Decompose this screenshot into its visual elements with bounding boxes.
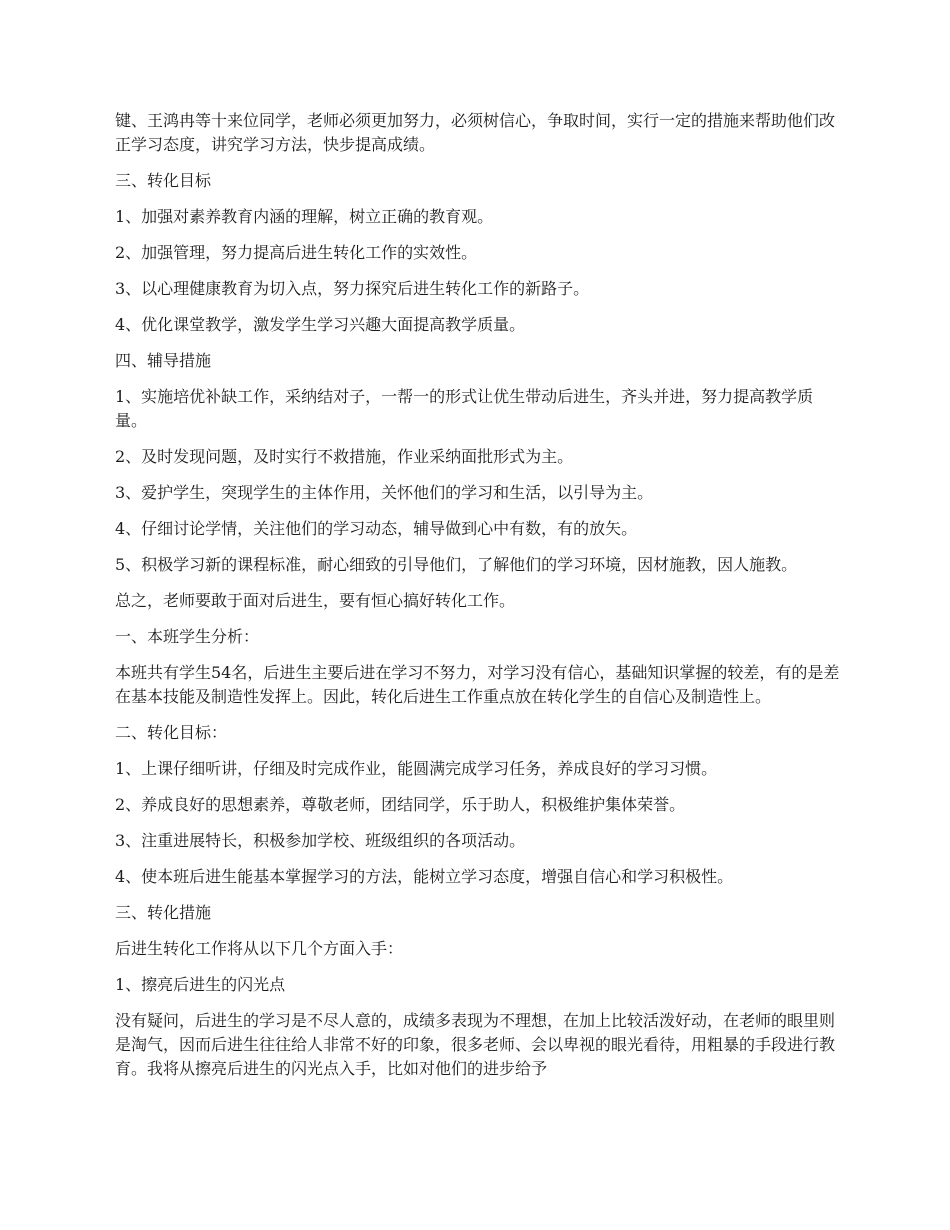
measures-paragraph-1: 没有疑问，后进生的学习是不尽人意的，成绩多表现为不理想，在加上比较活泼好动，在老师的眼里则是淘气，因而后进生往往给人非常不好的印象，很多老师、会以卑视的眼光看待，用粗暴的手段进行教育。我将从擦亮后进生的闪光点入手，比如对他们的进步给予	[115, 1011, 836, 1078]
goal2-item-3: 3、注重进展特长，积极参加学校、班级组织的各项活动。	[115, 831, 526, 850]
goal-item-2: 2、加强管理，努力提高后进生转化工作的实效性。	[115, 243, 478, 262]
measures-subheading-1: 1、擦亮后进生的闪光点	[115, 975, 286, 994]
section-heading-class-analysis: 一、本班学生分析：	[115, 627, 260, 646]
section-heading-transform-goals: 三、转化目标	[115, 171, 212, 190]
summary-paragraph: 总之，老师要敢于面对后进生，要有恒心搞好转化工作。	[115, 591, 516, 610]
goal2-item-2: 2、养成良好的思想素养，尊敬老师，团结同学，乐于助人，积极维护集体荣誉。	[115, 795, 686, 814]
section-heading-transform-measures: 三、转化措施	[115, 903, 212, 922]
class-analysis-paragraph: 本班共有学生54名，后进生主要后进在学习不努力，对学习没有信心，基础知识掌握的较差，有的是差在基本技能及制造性发挥上。因此，转化后进生工作重点放在转化学生的自信心及制造性上。	[115, 663, 840, 706]
goal-item-3: 3、以心理健康教育为切入点，努力探究后进生转化工作的新路子。	[115, 279, 590, 298]
document-body	[115, 109, 840, 1093]
section-heading-transform-goals-2: 二、转化目标：	[115, 723, 228, 742]
measure-item-1: 1、实施培优补缺工作，采纳结对子，一帮一的形式让优生带动后进生，齐头并进，努力提高教学质量。	[115, 387, 814, 430]
measure-item-4: 4、仔细讨论学情，关注他们的学习动态，辅导做到心中有数，有的放矢。	[115, 519, 638, 538]
section-heading-tutoring-measures: 四、辅导措施	[115, 351, 212, 370]
measure-item-3: 3、爱护学生，突现学生的主体作用，关怀他们的学习和生活，以引导为主。	[115, 483, 654, 502]
measures-intro: 后进生转化工作将从以下几个方面入手：	[115, 939, 404, 958]
measure-item-5: 5、积极学习新的课程标准，耐心细致的引导他们，了解他们的学习环境，因材施教，因人施教。	[115, 555, 798, 574]
goal-item-4: 4、优化课堂教学，激发学生学习兴趣大面提高教学质量。	[115, 315, 526, 334]
goal2-item-1: 1、上课仔细听讲，仔细及时完成作业，能圆满完成学习任务，养成良好的学习习惯。	[115, 759, 718, 778]
goal-item-1: 1、加强对素养教育内涵的理解，树立正确的教育观。	[115, 207, 494, 226]
paragraph-continuation: 键、王鸿冉等十来位同学，老师必须更加努力，必须树信心，争取时间，实行一定的措施来帮助他们改正学习态度，讲究学习方法，快步提高成绩。	[115, 111, 836, 154]
goal2-item-4: 4、使本班后进生能基本掌握学习的方法，能树立学习态度，增强自信心和学习积极性。	[115, 867, 734, 886]
measure-item-2: 2、及时发现问题，及时实行不救措施，作业采纳面批形式为主。	[115, 447, 574, 466]
